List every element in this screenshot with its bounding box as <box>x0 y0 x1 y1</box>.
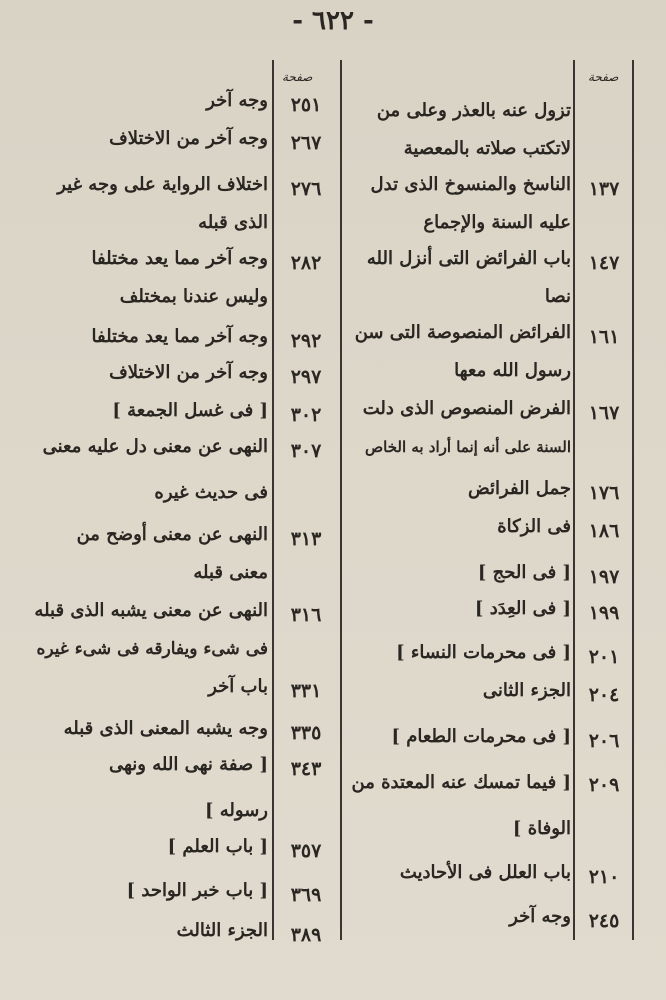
toc-page-number: ٢٠٤ <box>588 684 620 706</box>
toc-page-number: ٢٧٦ <box>290 178 322 200</box>
column-header-left: صفحة <box>282 70 313 84</box>
toc-page-number: ١٩٧ <box>588 566 620 588</box>
toc-entry: وجه آخر <box>206 90 268 111</box>
toc-entry: وجه آخر من الاختلاف <box>109 362 268 383</box>
toc-page-number: ١٤٧ <box>588 252 620 274</box>
toc-page-number: ٢٥١ <box>290 94 322 116</box>
toc-page-number: ١٦٧ <box>588 402 620 424</box>
toc-entry: [ باب العلم ] <box>167 836 268 857</box>
toc-entry: وجه آخر من الاختلاف <box>109 128 268 149</box>
toc-page-number: ٢١٠ <box>588 866 620 888</box>
toc-page-number: ١٦١ <box>588 326 620 348</box>
toc-page-number: ١٣٧ <box>588 178 620 200</box>
toc-page-number: ٣٣٥ <box>290 722 322 744</box>
toc-page-number: ٣٠٢ <box>290 404 322 426</box>
toc-entry: النهى عن معنى يشبه الذى قبله فى شىء ويفارقه فى شىء غيره <box>34 600 268 659</box>
toc-page-number: ٣١٦ <box>290 604 322 626</box>
toc-entry: وجه آخر مما يعد مختلفا <box>91 326 268 347</box>
toc-entry: الجزء الثالث <box>176 920 268 941</box>
toc-page-number: ٢٦٧ <box>290 132 322 154</box>
toc-entry: اختلاف الرواية على وجه غير الذى قبله <box>57 174 268 233</box>
rule-left-inner <box>272 60 274 940</box>
toc-entry: وجه آخر مما يعد مختلفا وليس عندنا بمختلف <box>91 248 268 307</box>
toc-entry: تزول عنه بالعذر وعلى من لاتكتب صلاته بالمعصية <box>376 100 571 159</box>
toc-entry: وجه يشبه المعنى الذى قبله <box>63 718 268 739</box>
toc-entry: [ فى الحج ] <box>477 562 571 583</box>
toc-entry: جمل الفرائض <box>467 478 571 499</box>
toc-page-number: ٣٤٣ <box>290 758 322 780</box>
column-header-right: صفحة <box>588 70 619 84</box>
toc-page-number: ٢٠٩ <box>588 774 620 796</box>
toc-page-number: ٢٩٢ <box>290 330 322 352</box>
toc-entry: [ فى العِدَد ] <box>474 598 571 619</box>
toc-page-number: ٢٩٧ <box>290 366 322 388</box>
toc-entry: باب العلل فى الأحاديث <box>399 862 571 883</box>
toc-page-number: ١٩٩ <box>588 602 620 624</box>
toc-entry: النهى عن معنى أوضح من معنى قبله <box>76 524 268 583</box>
toc-entry: [ فيما تمسك عنه المعتدة من الوفاة ] <box>351 772 571 839</box>
toc-entry: الجزء الثانى <box>482 680 571 701</box>
toc-entry: [ فى محرمات الطعام ] <box>391 726 571 747</box>
toc-page-number: ٣٦٩ <box>290 884 322 906</box>
rule-center <box>340 60 342 940</box>
toc-entry: [ فى محرمات النساء ] <box>396 642 571 663</box>
toc-entry: فى الزكاة <box>497 516 571 537</box>
toc-page-number: ١٧٦ <box>588 482 620 504</box>
toc-entry: باب الفرائض التى أنزل الله نصا <box>366 248 571 307</box>
toc-entry: الفرض المنصوص الذى دلت السنة على أنه إنما أراد به الخاص <box>362 398 571 456</box>
toc-page-number: ٣٨٩ <box>290 924 322 946</box>
toc-page-number: ٢٠١ <box>588 646 620 668</box>
toc-entry: [ فى غسل الجمعة ] <box>112 400 268 421</box>
toc-page-number: ٣١٣ <box>290 528 322 550</box>
toc-entry: [ صفة نهى الله ونهى رسوله ] <box>108 754 268 821</box>
toc-entry: [ باب خبر الواحد ] <box>126 880 268 901</box>
toc-entry: النهى عن معنى دل عليه معنى فى حديث غيره <box>42 436 268 503</box>
page-number: - ٦٢٢ - <box>292 6 374 36</box>
toc-entry: الناسخ والمنسوخ الذى تدل عليه السنة والإجماع <box>370 174 571 233</box>
toc-page-number: ٢٨٢ <box>290 252 322 274</box>
toc-page-number: ١٨٦ <box>588 520 620 542</box>
toc-page-number: ٣٠٧ <box>290 440 322 462</box>
toc-entry: الفرائض المنصوصة التى سن رسول الله معها <box>354 322 571 381</box>
toc-entry: باب آخر <box>208 676 268 697</box>
toc-page-number: ٣٣١ <box>290 680 322 702</box>
toc-entry: وجه آخر <box>509 906 571 927</box>
toc-page-number: ٣٥٧ <box>290 840 322 862</box>
toc-page-number: ٢٠٦ <box>588 730 620 752</box>
toc-page-number: ٢٤٥ <box>588 910 620 932</box>
